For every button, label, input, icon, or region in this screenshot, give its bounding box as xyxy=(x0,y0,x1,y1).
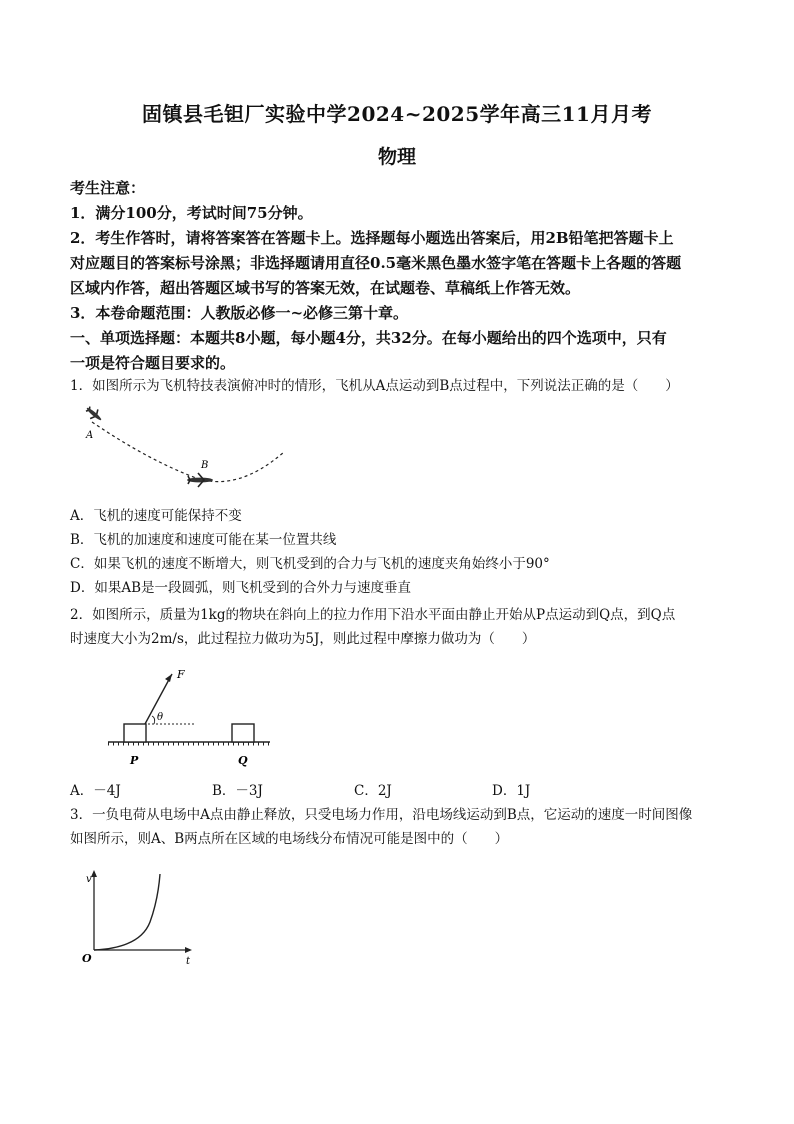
q2-stem-line1: 2．如图所示，质量为1kg的物块在斜向上的拉力作用下沿水平面由静止开始从P点运动到Q点，到Q点 xyxy=(70,607,676,623)
q1-figure xyxy=(78,400,298,500)
q2-options xyxy=(70,779,730,801)
point-p-label: P xyxy=(130,754,139,767)
point-a-label: A xyxy=(86,430,94,441)
force-f-label: F xyxy=(177,668,185,681)
angle-theta-label: θ xyxy=(157,712,164,723)
q2-stem-line2: 时速度大小为2m/s，此过程拉力做功为5J，则此过程中摩擦力做功为（ ） xyxy=(70,631,536,647)
notice-item: 3．本卷命题范围：人教版必修一~必修三第十章。 xyxy=(70,304,409,322)
notice-item: 1．满分100分，考试时间75分钟。 xyxy=(70,204,313,222)
notice-item: 区域内作答，超出答题区域书写的答案无效，在试题卷、草稿纸上作答无效。 xyxy=(70,279,581,297)
q3-stem-line2: 如图所示，则A、B两点所在区域的电场线分布情况可能是图中的（ ） xyxy=(70,831,509,847)
point-b-label: B xyxy=(201,460,209,471)
axis-v-label: v xyxy=(86,874,92,885)
section-heading: 一、单项选择题：本题共8小题，每小题4分，共32分。在每小题给出的四个选项中，只有 xyxy=(70,329,667,347)
q2-option-b: B．－3J xyxy=(212,783,263,799)
notice-block xyxy=(70,176,730,376)
notice-item: 对应题目的答案标号涂黑；非选择题请用直径0.5毫米黑色墨水签字笔在答题卡上各题的答题 xyxy=(70,254,682,272)
q2-option-c: C．2J xyxy=(354,783,392,799)
q1-option-a: A．飞机的速度可能保持不变 xyxy=(70,508,242,524)
point-q-label: Q xyxy=(238,754,248,767)
q2-option-a: A．－4J xyxy=(70,783,121,799)
q3-vt-graph xyxy=(80,866,200,968)
q1-option-d: D．如果AB是一段圆弧，则飞机受到的合外力与速度垂直 xyxy=(70,580,411,596)
q1-option-c: C．如果飞机的速度不断增大，则飞机受到的合力与飞机的速度夹角始终小于90° xyxy=(70,556,550,572)
q1-option-b: B．飞机的加速度和速度可能在某一位置共线 xyxy=(70,532,337,548)
airplane-icon-b xyxy=(187,473,213,487)
exam-subject: 物理 xyxy=(377,146,416,168)
q3-stem-line1: 3．一负电荷从电场中A点由静止释放，只受电场力作用，沿电场线运动到B点，它运动的速度一时间图像 xyxy=(70,807,693,823)
q2-option-d: D．1J xyxy=(492,783,531,799)
section-heading-cont: 一项是符合题目要求的。 xyxy=(70,354,236,372)
exam-title: 固镇县毛钽厂实验中学2024~2025学年高三11月月考 xyxy=(142,102,652,126)
q1-stem: 1．如图所示为飞机特技表演俯冲时的情形，飞机从A点运动到B点过程中，下列说法正确的是（ ） xyxy=(70,378,679,394)
axis-t-label: t xyxy=(186,956,191,967)
notice-item: 2．考生作答时，请将答案答在答题卡上。选择题每小题选出答案后，用2B铅笔把答题卡上 xyxy=(70,229,674,247)
origin-label: O xyxy=(82,952,92,965)
q2-figure xyxy=(104,660,274,768)
airplane-icon-a xyxy=(83,404,105,425)
notice-heading: 考生注意： xyxy=(70,179,146,197)
